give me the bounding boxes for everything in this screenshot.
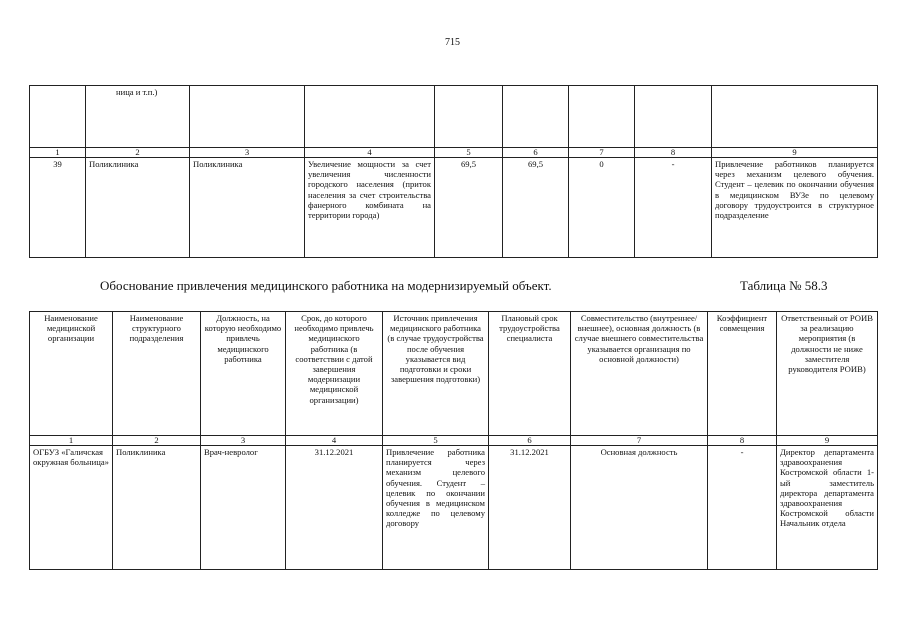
column-number: 2 <box>86 148 190 158</box>
column-header: Наименование медицинской организации <box>30 312 113 436</box>
table-cell: 31.12.2021 <box>286 446 383 570</box>
column-number: 1 <box>30 148 86 158</box>
column-number: 9 <box>712 148 878 158</box>
table-cell: 0 <box>569 158 635 258</box>
table-row <box>30 158 878 258</box>
column-number-row <box>30 148 878 158</box>
table-cell <box>635 86 712 148</box>
table-cell <box>569 86 635 148</box>
table-cell: 31.12.2021 <box>489 446 571 570</box>
column-number: 4 <box>286 436 383 446</box>
table-cell: ница и т.п.) <box>86 86 190 148</box>
justification-table <box>29 311 878 570</box>
column-header: Срок, до которого необходимо привлечь медицинского работника (в соответствии с датой завершения модернизации медицинской организации) <box>286 312 383 436</box>
table-cell: - <box>708 446 777 570</box>
table-cell: - <box>635 158 712 258</box>
table-cell <box>30 86 86 148</box>
table-cell: Увеличение мощности за счет увеличения численности городского населения (приток населения за счет строительства фанерного комбината на территории города) <box>305 158 435 258</box>
column-number: 8 <box>635 148 712 158</box>
column-number: 3 <box>190 148 305 158</box>
column-number: 2 <box>113 436 201 446</box>
table-cell <box>190 86 305 148</box>
table-row <box>30 86 878 148</box>
column-number: 3 <box>201 436 286 446</box>
table-cell: Привлечение работников планируется через механизм целевого обучения. Студент – целевик по окончании обучения в медицинском ВУЗе по целевому договору трудоустроится в структурное подразделение <box>712 158 878 258</box>
column-header: Источник привлечения медицинского работника (в случае трудоустройства после обучения указывается вид подготовки и сроки завершения подготовки) <box>383 312 489 436</box>
column-number: 6 <box>489 436 571 446</box>
column-header: Должность, на которую необходимо привлечь медицинского работника <box>201 312 286 436</box>
table-cell: 69,5 <box>435 158 503 258</box>
table-row <box>30 446 878 570</box>
table-cell: 69,5 <box>503 158 569 258</box>
column-header: Коэффициент совмещения <box>708 312 777 436</box>
page-number: 715 <box>445 37 460 48</box>
table-cell: Директор департамента здравоохранения Костромской области 1-ый заместитель директора департамента здравоохранения Костромской области Начальник отдела <box>777 446 878 570</box>
table-cell: Поликлиника <box>86 158 190 258</box>
column-number: 1 <box>30 436 113 446</box>
table-cell: Поликлиника <box>113 446 201 570</box>
table-cell: Привлечение работника планируется через механизм целевого обучения. Студент – целевик по окончании обучения в медицинском колледже по целевому договору <box>383 446 489 570</box>
table-cell <box>712 86 878 148</box>
table-cell <box>305 86 435 148</box>
column-header: Ответственный от РОИВ за реализацию мероприятия (в должности не ниже заместителя руководителя РОИВ) <box>777 312 878 436</box>
table-cell <box>503 86 569 148</box>
column-number: 5 <box>435 148 503 158</box>
column-header: Совместительство (внутреннее/внешнее), основная должность (в случае внешнего совместительства указывается организация по основной должности) <box>571 312 708 436</box>
column-number: 9 <box>777 436 878 446</box>
column-number: 7 <box>571 436 708 446</box>
column-header: Плановый срок трудоустройства специалиста <box>489 312 571 436</box>
table-cell: ОГБУЗ «Галичская окружная больница» <box>30 446 113 570</box>
continued-table <box>29 85 878 258</box>
column-header: Наименование структурного подразделения <box>113 312 201 436</box>
column-number: 8 <box>708 436 777 446</box>
column-number: 6 <box>503 148 569 158</box>
column-number: 4 <box>305 148 435 158</box>
table-cell: Поликлиника <box>190 158 305 258</box>
section-title: Обоснование привлечения медицинского работника на модернизируемый объект. <box>100 278 552 293</box>
header-row <box>30 312 878 436</box>
column-number: 5 <box>383 436 489 446</box>
table-cell: Врач-невролог <box>201 446 286 570</box>
table-label: Таблица № 58.3 <box>740 278 828 293</box>
column-number-row <box>30 436 878 446</box>
row-number: 39 <box>30 158 86 258</box>
column-number: 7 <box>569 148 635 158</box>
table-cell: Основная должность <box>571 446 708 570</box>
table-cell <box>435 86 503 148</box>
